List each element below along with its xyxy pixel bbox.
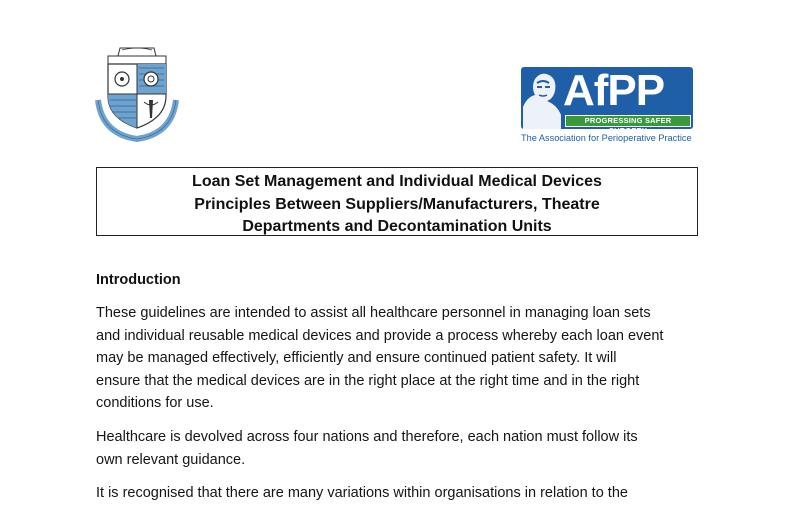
document-title-box [96,167,698,236]
paragraph-3 [96,482,706,505]
text-line: ensure that the medical devices are in the right place at the right time and in the right [96,372,640,389]
title-line: Departments and Decontamination Units [242,218,552,235]
crest-icon [94,44,180,142]
text-line: These guidelines are intended to assist all healthcare personnel in managing loan sets [96,305,651,321]
paragraph-2 [96,426,706,471]
afpp-caption: The Association for Perioperative Practice [521,133,692,143]
afpp-wordmark: AfPP [563,66,665,115]
section-heading-introduction: Introduction [96,272,181,288]
institute-crest-logo [94,44,180,142]
paragraph-1 [96,302,706,415]
title-line: Loan Set Management and Individual Medical Devices [192,173,602,190]
text-line: may be managed effectively, efficiently and ensure continued patient safety. It will [96,350,617,367]
title-line: Principles Between Suppliers/Manufacturers, Theatre [194,195,600,213]
text-line: and individual reusable medical devices and provide a process whereby each loan event [96,327,664,344]
text-line: conditions for use. [96,395,214,412]
text-line: own relevant guidance. [96,451,246,468]
text-line: Healthcare is devolved across four nations and therefore, each nation must follow its [96,429,638,445]
afpp-logo [520,66,696,148]
portrait-icon [521,67,567,129]
afpp-logo-box [521,66,693,135]
text-line: It is recognised that there are many variations within organisations in relation to the [96,485,628,501]
afpp-tagline: PROGRESSING SAFER SURGERY [565,115,691,127]
